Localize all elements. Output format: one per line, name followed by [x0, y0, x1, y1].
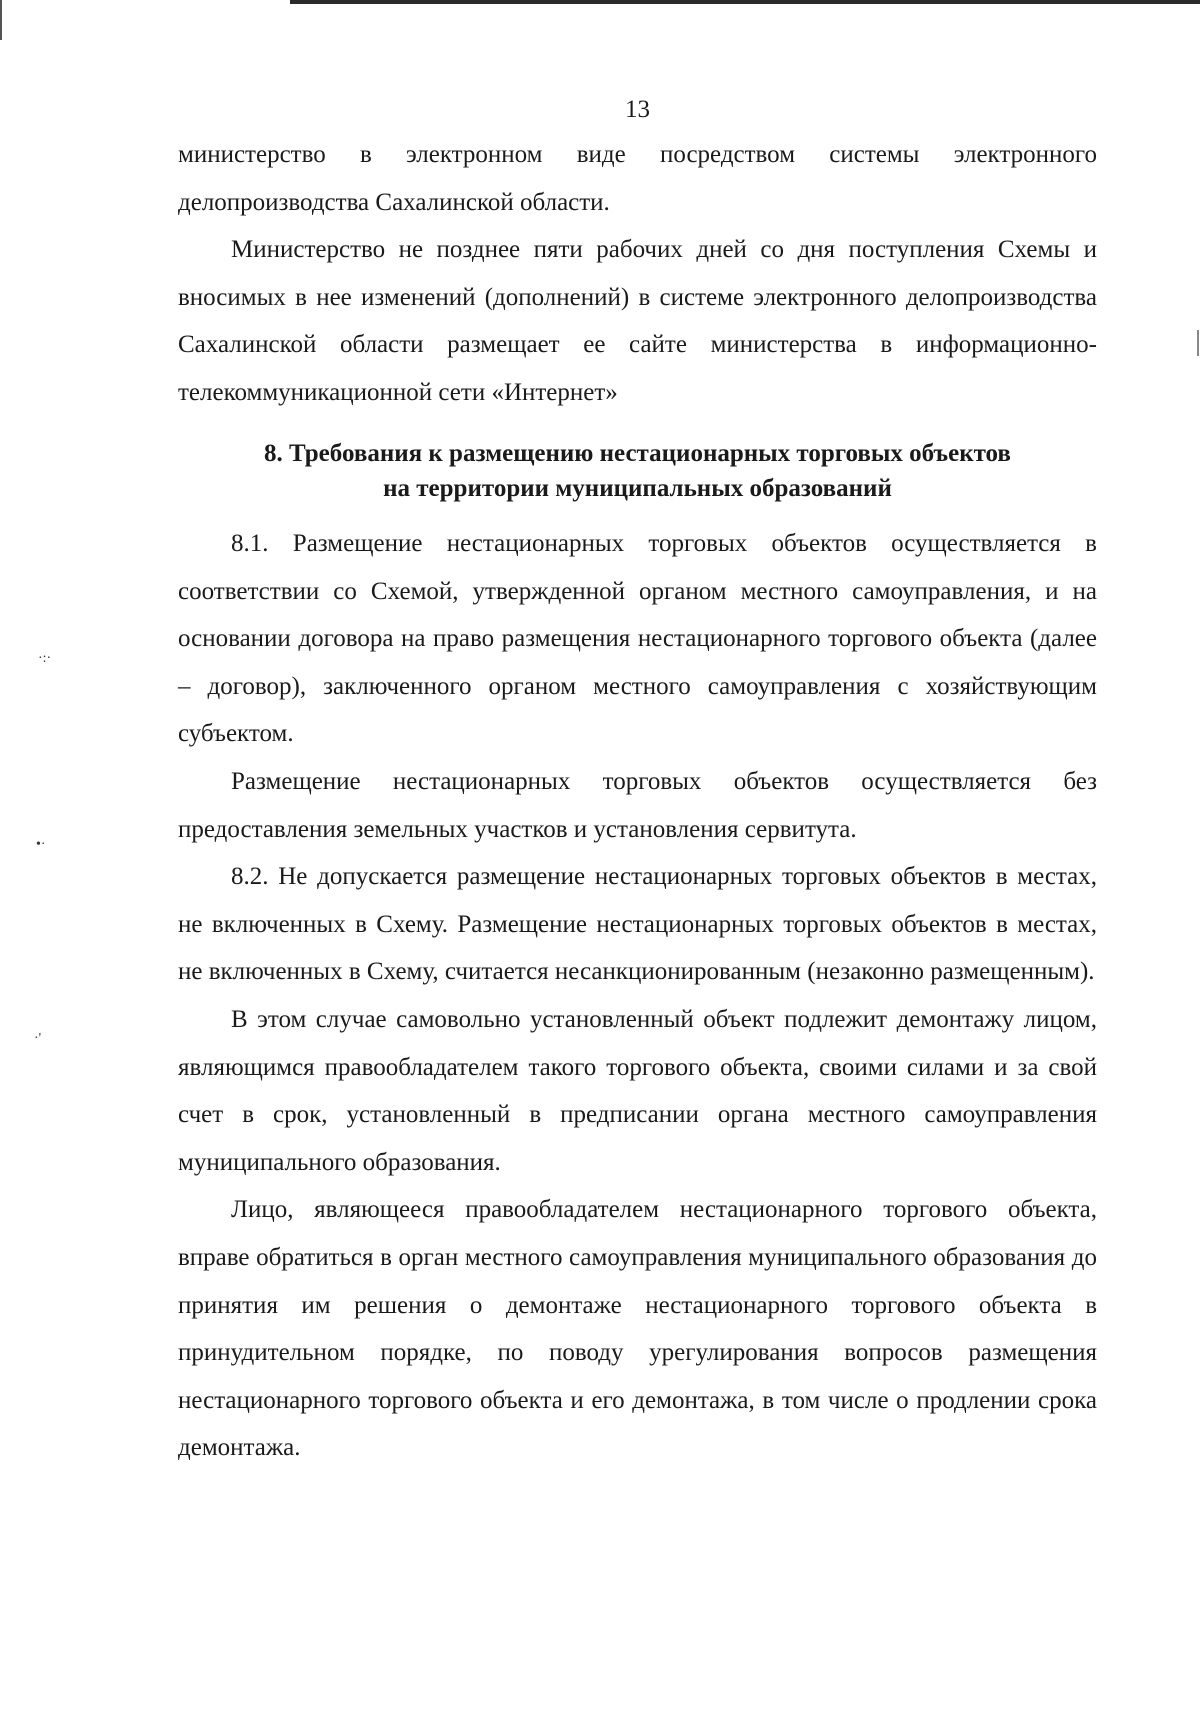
- paragraph-ministry-placement: Министерство не позднее пяти рабочих дней со дня поступления Схемы и вносимых в нее изменений (дополнений) в системе электронного делопроизводства Сахалинской области размещает ее сайте министерства в информационно-телекоммуникационной сети «Интернет»: [178, 236, 1097, 406]
- section-heading-line-2: на территории муниципальных образований: [383, 475, 892, 502]
- scan-speck: ·:·: [38, 651, 52, 666]
- section-heading: [178, 436, 1097, 506]
- paragraph-right-holder: Лицо, являющееся правообладателем нестационарного торгового объекта, вправе обратиться в орган местного самоуправления муниципального образования до принятия им решения о демонтаже нестационарного торгового объекта в принудительном порядке, по поводу урегулирования вопросов размещения нестационарного торгового объекта и его демонтажа, в том числе о продлении срока демонтажа.: [178, 1196, 1097, 1462]
- paragraph-continuation: министерство в электронном виде посредством системы электронного делопроизводства Сахалинской области.: [178, 141, 1097, 216]
- scan-edge-left: [0, 0, 2, 40]
- scan-edge-right: [1197, 330, 1199, 356]
- scan-edge-top: [290, 0, 1200, 4]
- paragraph-8-2: 8.2. Не допускается размещение нестационарных торговых объектов в местах, не включенных в Схему. Размещение нестационарных торговых объектов в местах, не включенных в Схему, считается несанкционированным (незаконно размещенным).: [178, 863, 1097, 986]
- paragraph-8-1: 8.1. Размещение нестационарных торговых объектов осуществляется в соответствии со Схемой, утвержденной органом местного самоуправления, и на основании договора на право размещения нестационарного торгового объекта (далее – договор), заключенного органом местного самоуправления с хозяйствующим субъектом.: [178, 530, 1097, 748]
- body-text-block: [178, 520, 1097, 1472]
- scan-speck: ·': [34, 1031, 42, 1046]
- paragraph-no-land-plots: Размещение нестационарных торговых объектов осуществляется без предоставления земельных участков и установления сервитута.: [178, 767, 1097, 843]
- page-number: 13: [625, 96, 650, 123]
- paragraph-dismantling: В этом случае самовольно установленный объект подлежит демонтажу лицом, являющимся правообладателем такого торгового объекта, своими силами и за свой счет в срок, установленный в предписании органа местного самоуправления муниципального образования.: [178, 1005, 1097, 1176]
- section-heading-line-1: 8. Требования к размещению нестационарных торговых объектов: [264, 440, 1011, 467]
- scan-speck: •·: [36, 837, 46, 852]
- top-text-block: [178, 131, 1097, 417]
